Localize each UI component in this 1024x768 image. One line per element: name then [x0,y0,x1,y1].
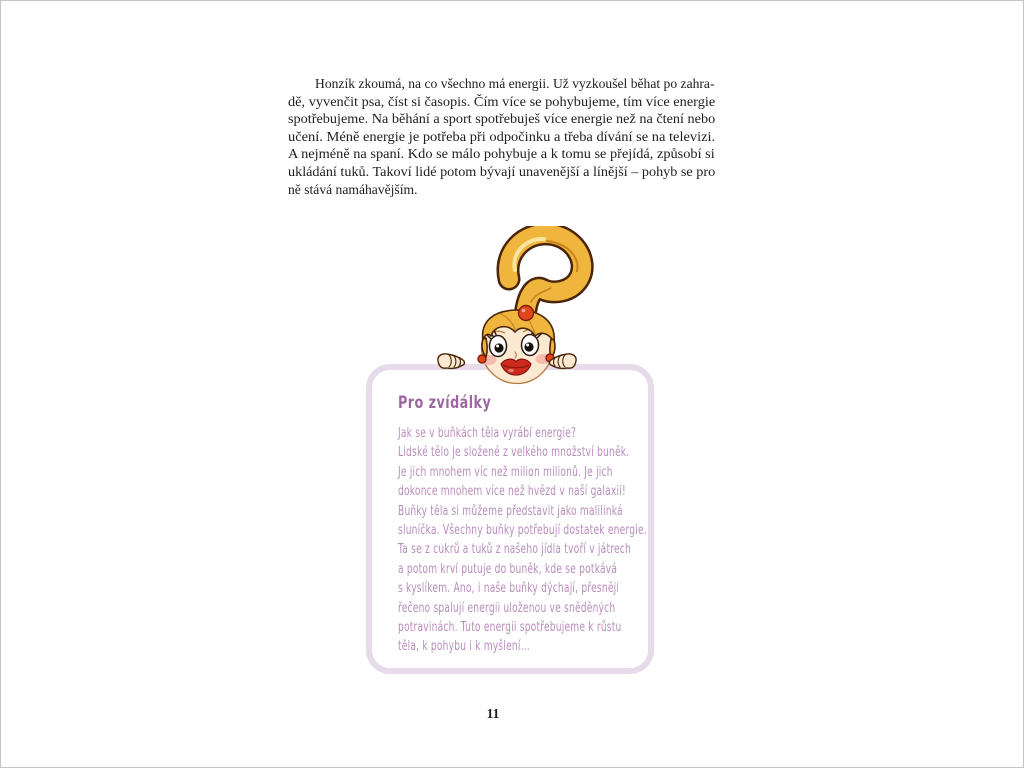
box-text-line: těla, k pohybu i k myšlení… [398,639,530,655]
paragraph-line: ně stává namáhavějším. [288,181,418,197]
box-text-line: dokonce mnohem více než hvězd v naší galaxii! [398,484,626,500]
question-mark-ponytail-icon [508,234,582,309]
box-text-line: Ta se z cukrů a tuků z našeho jídla tvoří v játrech [398,542,631,558]
box-text-line: Jak se v buňkách těla vyrábí energie? [398,426,577,441]
box-text-line: Lidské tělo je složené z velkého množství buněk. [398,445,630,461]
intro-paragraph [288,75,715,198]
paragraph-line: spotřebujeme. Na běhání a sport spotřebuješ více energie než na čtení nebo [288,111,716,127]
paragraph-line: dě, vyvenčit psa, číst si časopis. Čím více se pohybujeme, tím více energie [288,93,716,109]
paragraph-line: ukládání tuků. Takoví lidé potom bývají unavenější a línější – pohyb se pro [288,163,716,179]
box-text-line: a potom krví putuje do buněk, kde se potkává [398,561,618,577]
box-text-line: potravinách. Tuto energii spotřebujeme k růstu [398,619,622,635]
paragraph-line: učení. Méně energie je potřeba při odpočinku a třeba dívání se na televizi. [288,128,716,144]
paragraph-line: Honzík zkoumá, na co všechno má energii. Už vyzkoušel běhat po zahra- [315,76,715,91]
box-text-line: s kyslíkem. Ano, i naše buňky dýchají, přesněji [398,581,620,597]
hair-bobble-icon [519,306,534,321]
curiosity-box-title: Pro zvídálky [398,393,492,413]
box-text-line: sluníčka. Všechny buňky potřebují dostatek energie. [398,522,647,538]
hand-left-icon [438,354,465,369]
curiosity-box [366,364,654,674]
earring-left [478,355,486,363]
page-number: 11 [486,706,500,721]
box-text-line: řečeno spalují energii uloženou ve sněděných [398,600,616,616]
paragraph-line: A nejméně na spaní. Kdo se málo pohybuje a k tomu se přejídá, způsobí si [288,146,715,162]
box-text-line: Je jich mnohem víc než milion milionů. Je jich [398,464,613,480]
curiosity-box-text [398,424,647,657]
box-text-line: Buňky těla si můžeme představit jako malilinká [398,503,623,519]
question-girl-illustration [431,226,611,406]
